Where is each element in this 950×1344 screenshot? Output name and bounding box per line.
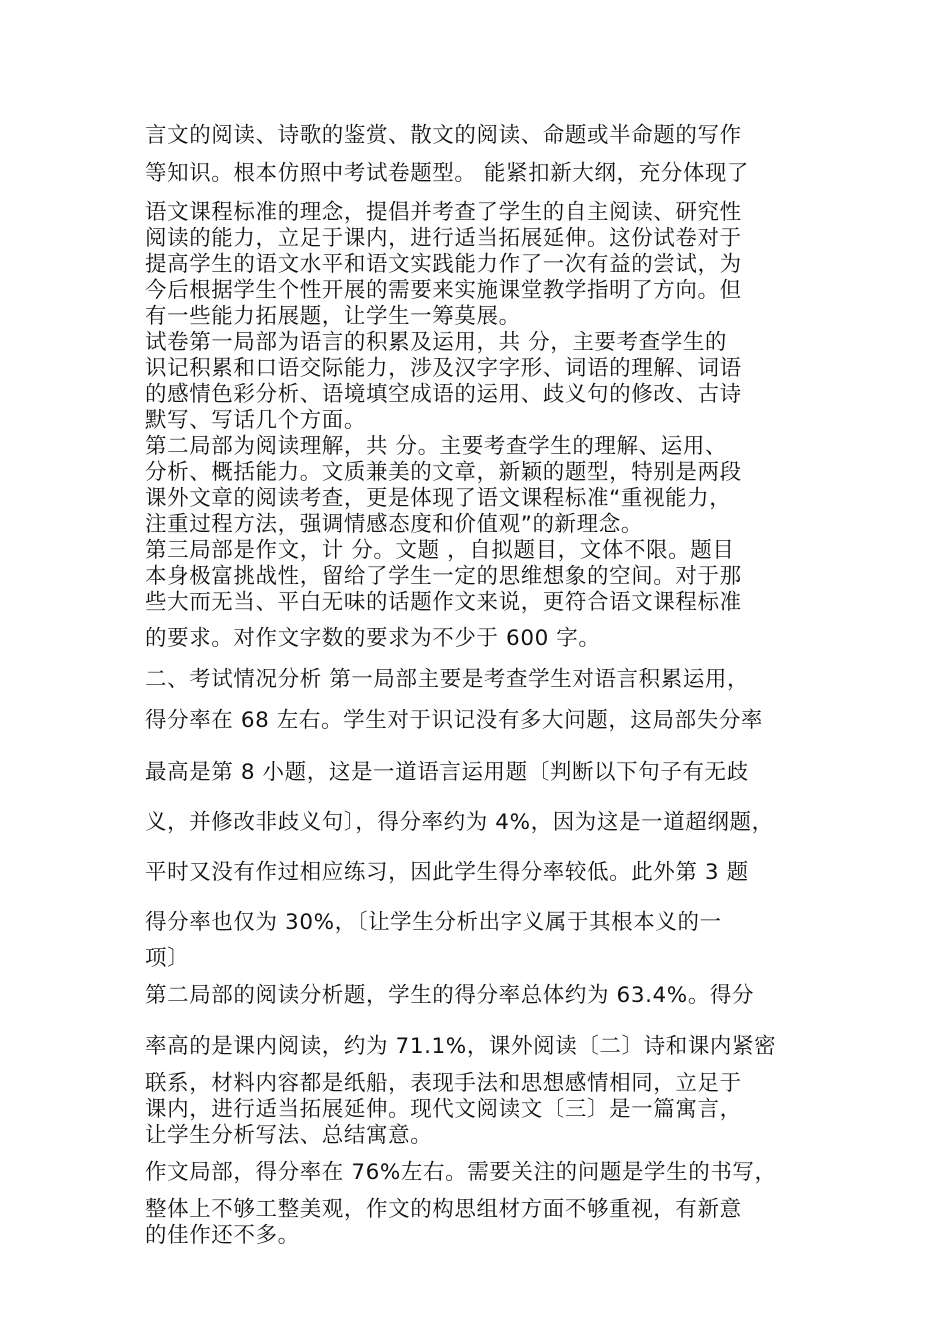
text-line: 语文课程标准的理念，提倡并考查了学生的自主阅读、研究性 — [145, 200, 742, 225]
text-line: 率高的是课内阅读，约为 71.1%，课外阅读〔二〕诗和课内紧密 — [145, 1034, 777, 1059]
text-line: 今后根据学生个性开展的需要来实施课堂教学指明了方向。但 — [145, 278, 742, 303]
text-line: 的感情色彩分析、语境填空成语的运用、歧义句的修改、古诗 — [145, 382, 742, 407]
text-line: 课外文章的阅读考查，更是体现了语文课程标准“重视能力， — [145, 486, 732, 511]
text-line: 本身极富挑战性，留给了学生一定的思维想象的空间。对于那 — [145, 564, 742, 589]
text-line: 的要求。对作文字数的要求为不少于 600 字。 — [145, 626, 601, 651]
text-line: 默写、写话几个方面。 — [145, 408, 367, 433]
text-line: 第三局部是作文，计 分。文题 ，自拟题目，文体不限。题目 — [145, 538, 735, 563]
text-line: 整体上不够工整美观，作文的构思组材方面不够重视，有新意 — [145, 1197, 742, 1222]
text-line: 二、考试情况分析 第一局部主要是考查学生对语言积累运用， — [145, 667, 750, 692]
text-line: 第二局部的阅读分析题，学生的得分率总体约为 63.4%。得分 — [145, 983, 755, 1008]
text-line: 课内，进行适当拓展延伸。现代文阅读文〔三〕是一篇寓言， — [145, 1097, 742, 1122]
text-line: 言文的阅读、诗歌的鉴赏、散文的阅读、命题或半命题的写作 — [145, 123, 742, 148]
text-line: 等知识。根本仿照中考试卷题型。 能紧扣新大纲，充分体现了 — [145, 161, 750, 186]
text-line: 最高是第 8 小题，这是一道语言运用题〔判断以下句子有无歧 — [145, 760, 749, 785]
text-line: 平时又没有作过相应练习，因此学生得分率较低。此外第 3 题 — [145, 860, 749, 885]
text-line: 第二局部为阅读理解，共 分。主要考查学生的理解、运用、 — [145, 434, 728, 459]
text-line: 作文局部，得分率在 76%左右。需要关注的问题是学生的书写， — [145, 1160, 777, 1185]
text-line: 些大而无当、平白无味的话题作文来说，更符合语文课程标准 — [145, 590, 742, 615]
text-line: 有一些能力拓展题，让学生一筹莫展。 — [145, 304, 521, 329]
text-line: 注重过程方法，强调情感态度和价值观”的新理念。 — [145, 512, 643, 537]
text-line: 得分率也仅为 30%，〔让学生分析出字义属于其根本义的一 — [145, 910, 722, 935]
text-line: 提高学生的语文水平和语文实践能力作了一次有益的尝试，为 — [145, 252, 742, 277]
text-line: 项〕 — [145, 946, 190, 971]
text-line: 试卷第一局部为语言的积累及运用，共 分，主要考查学生的 — [145, 330, 728, 355]
text-line: 的佳作还不多。 — [145, 1223, 300, 1248]
text-line: 得分率在 68 左右。学生对于识记没有多大问题，这局部失分率 — [145, 708, 764, 733]
text-line: 分析、概括能力。文质兼美的文章，新颖的题型，特别是两段 — [145, 460, 742, 485]
text-line: 阅读的能力，立足于课内，进行适当拓展延伸。这份试卷对于 — [145, 226, 742, 251]
text-line: 义，并修改非歧义句〕，得分率约为 4%，因为这是一道超纲题， — [145, 810, 774, 835]
text-line: 联系，材料内容都是纸船，表现手法和思想感情相同，立足于 — [145, 1071, 742, 1096]
text-line: 让学生分析写法、总结寓意。 — [145, 1123, 433, 1148]
text-line: 识记积累和口语交际能力，涉及汉字字形、词语的理解、词语 — [145, 356, 742, 381]
